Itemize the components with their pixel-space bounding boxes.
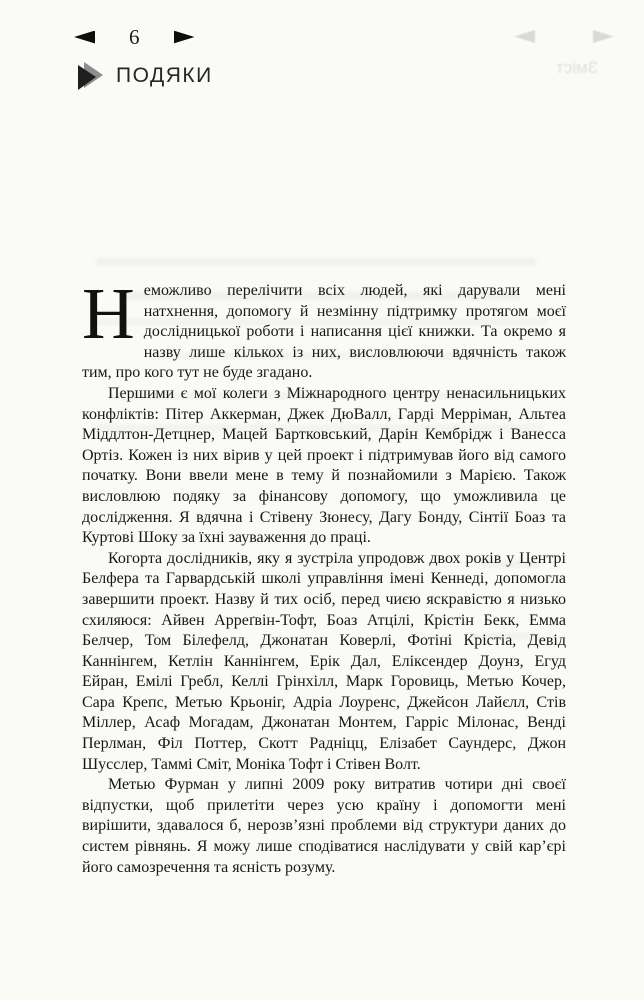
left-arrow-ornament-icon	[74, 31, 95, 44]
paragraph-1	[82, 273, 566, 384]
dropcap-letter: Н	[82, 273, 135, 354]
paragraph-4: Метью Фурман у липні 2009 року витратив чотири дні своєї відпустки, щоб прилетіти через усю країну і допомогти мені вирішити, здавалося б, нерозв’язні проблеми від структури даних до систем рівнянь. Я можу лише сподіватися наслідувати у свій кар’єрі його самозречення та ясність розуму.	[82, 776, 566, 876]
paragraph-3: Когорта дослідників, яку я зустріла упродовж двох років у Центрі Белфера та Гарвардській школі управління імені Кеннеді, допомогла завершити проект. Назву й тих осіб, перед чиєю яскравістю я низько схиляюся: Айвен Арреґвін-Тофт, Боаз Атцілі, Крістін Бекк, Емма Белчер, Том Білефелд, Джонатан Коверлі, Фотіні Крістіа, Девід Каннінгем, Кетлін Каннінгем, Ерік Дал, Еліксендер Доунз, Егуд Ейран, Емілі Гребл, Келлі Грінхілл, Марк Горовиць, Метью Кочер, Сара Крепс, Метью Крьоніг, Адріа Лоуренс, Джейсон Лайєлл, Стів Міллер, Асаф Могадам, Джонатан Монтем, Гарріс Мілонас, Венді Перлман, Філ Поттер, Скотт Радніцц, Елізабет Саундерс, Джон Шусслер, Таммі Сміт, Моніка Тофт і Стівен Волт.	[82, 549, 566, 773]
show-through-title: Зміст	[555, 58, 598, 77]
page-number: 6	[129, 25, 140, 49]
show-through-header	[514, 30, 614, 43]
section-marker-icon	[78, 62, 104, 90]
body-text	[82, 273, 566, 878]
show-through-line	[96, 258, 536, 266]
right-arrow-ornament-icon	[174, 31, 195, 44]
page-header	[74, 26, 195, 48]
paragraph-1-text: еможливо перелічити всіх людей, які дарували мені натхнення, допомогу й незмінну підтримку протягом моєї дослідницької роботи і написання цієї книжки. Та окремо я назву лише кількох із них, висловлюючи вдячність також тим, про кого тут не буде згадано.	[82, 282, 566, 382]
section-title-row	[78, 62, 213, 90]
paragraph-2: Першими є мої колеги з Міжнародного центру ненасильницьких конфліктів: Пітер Аккерман, Джек ДюВалл, Гарді Мерріман, Альтеа Міддлтон-Детцнер, Мацей Бартковський, Дарін Кембрідж і Ванесса Ортіз. Кожен із них вірив у цей проект і підтримував його від самого початку. Вони ввели мене в тему й познайомили з Марією. Також висловлюю подяку за фінансову допомогу, що уможливила це дослідження. Я вдячна і Стівену Зюнесу, Дагу Бонду, Сінтії Боаз та Куртові Шоку за їхні зауваження до праці.	[82, 384, 566, 547]
ghost-arrow-icon	[593, 30, 614, 43]
section-title: ПОДЯКИ	[116, 64, 213, 87]
ghost-arrow-icon	[514, 30, 535, 43]
